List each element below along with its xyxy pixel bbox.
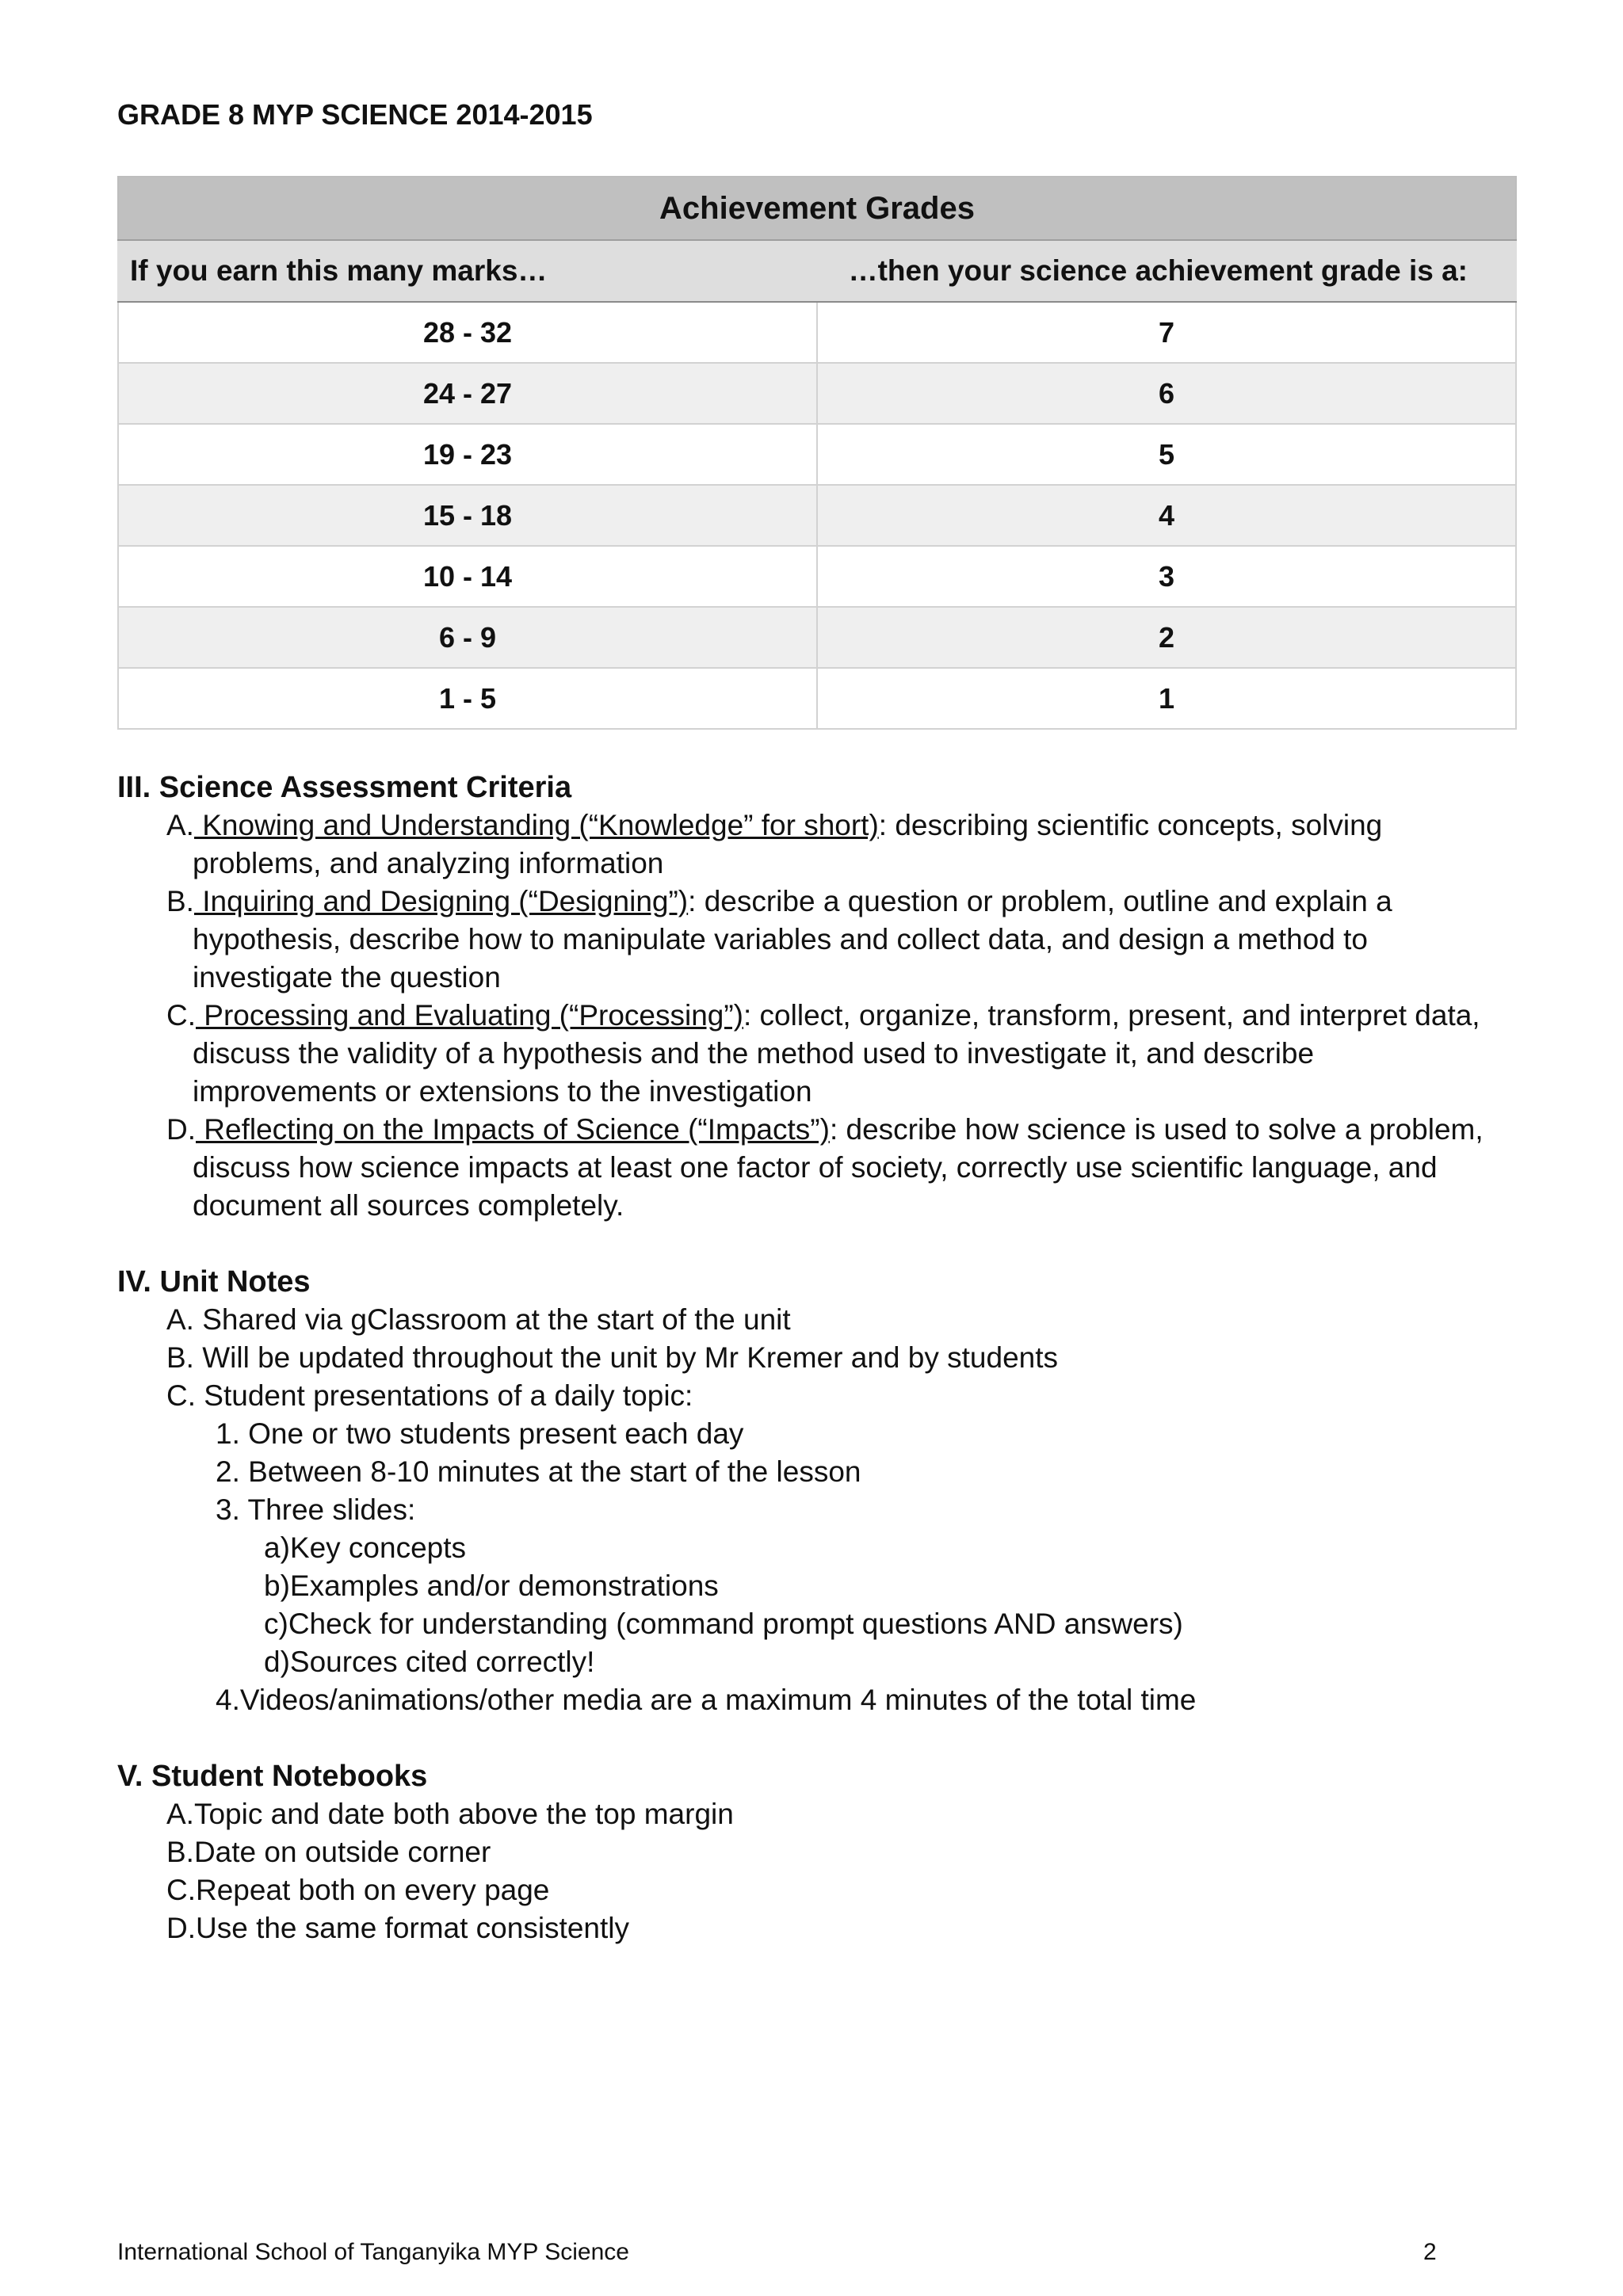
list-item: C. Student presentations of a daily topic: [166,1379,693,1412]
criterion-a-title: Knowing and Understanding (“Knowledge” for short) [193,809,879,841]
achievement-grades-table [117,176,1517,730]
grade-cell: 2 [817,607,1516,668]
marks-cell: 15 - 18 [118,485,817,546]
table-title: Achievement Grades [118,177,1516,240]
list-item: 2. Between 8-10 minutes at the start of the lesson [216,1455,861,1488]
column-header-marks: If you earn this many marks… [118,240,817,302]
list-item: d)Sources cited correctly! [264,1646,595,1678]
list-item: C.Repeat both on every page [166,1874,550,1906]
criterion-c-line-3: improvements or extensions to the investigation [193,1075,812,1108]
page-number: 2 [1423,2239,1437,2265]
grade-cell: 7 [817,302,1516,363]
criterion-b-line-2: hypothesis, describe how to manipulate variables and collect data, and design a method to [193,923,1368,955]
grade-cell: 4 [817,485,1516,546]
list-marker: B. [166,885,194,917]
criterion-b-line-1 [166,883,1392,921]
table-header-row [118,240,1516,302]
list-item: D.Use the same format consistently [166,1912,629,1944]
table-title-row [118,177,1516,240]
column-header-grade: …then your science achievement grade is a: [817,240,1516,302]
marks-cell: 6 - 9 [118,607,817,668]
criterion-d-line-1 [166,1111,1484,1149]
grade-cell: 6 [817,363,1516,424]
section-heading: V. Student Notebooks [117,1760,428,1793]
list-marker: C. [166,999,196,1032]
table-row [118,607,1516,668]
marks-cell: 10 - 14 [118,546,817,607]
grade-cell: 3 [817,546,1516,607]
list-marker: D. [166,1113,196,1146]
criterion-b-text: : describe a question or problem, outline and explain a [688,885,1392,917]
criterion-a-line-1 [166,807,1382,845]
grade-cell: 5 [817,424,1516,485]
table-row [118,485,1516,546]
table-row [118,668,1516,729]
list-item: A. Shared via gClassroom at the start of the unit [166,1303,791,1336]
table-row [118,424,1516,485]
section-heading: III. Science Assessment Criteria [117,771,572,804]
marks-cell: 19 - 23 [118,424,817,485]
criterion-c-line-1 [166,997,1480,1035]
marks-cell: 24 - 27 [118,363,817,424]
table-row [118,546,1516,607]
list-item: B. Will be updated throughout the unit by Mr Kremer and by students [166,1341,1059,1374]
grade-cell: 1 [817,668,1516,729]
table-row [118,302,1516,363]
section-heading: IV. Unit Notes [117,1265,311,1299]
marks-cell: 1 - 5 [118,668,817,729]
list-item: 4.Videos/animations/other media are a maximum 4 minutes of the total time [216,1684,1197,1716]
criterion-c-line-2: discuss the validity of a hypothesis and the method used to investigate it, and describe [193,1037,1315,1070]
footer-school-name: International School of Tanganyika MYP Science [117,2239,629,2265]
criterion-a-text: : describing scientific concepts, solving [878,809,1383,841]
list-item: B.Date on outside corner [166,1836,491,1868]
list-item: b)Examples and/or demonstrations [264,1569,719,1602]
list-item: a)Key concepts [264,1531,467,1564]
criterion-d-line-2: discuss how science impacts at least one factor of society, correctly use scientific language, and [193,1151,1438,1184]
criterion-c-text: : collect, organize, transform, present, and interpret data, [743,999,1480,1032]
criterion-b-line-3: investigate the question [193,961,501,994]
criterion-b-title: Inquiring and Designing (“Designing”) [193,885,689,917]
marks-cell: 28 - 32 [118,302,817,363]
criterion-d-text: : describe how science is used to solve a problem, [829,1113,1484,1146]
list-item: A.Topic and date both above the top margin [166,1798,734,1830]
table-row [118,363,1516,424]
list-item: c)Check for understanding (command prompt questions AND answers) [264,1608,1183,1640]
list-marker: A. [166,809,194,841]
criterion-d-title: Reflecting on the Impacts of Science (“Impacts”) [196,1113,830,1146]
list-item: 3. Three slides: [216,1493,416,1526]
criterion-d-line-3: document all sources completely. [193,1189,624,1222]
criterion-c-title: Processing and Evaluating (“Processing”) [196,999,743,1032]
criterion-a-line-2: problems, and analyzing information [193,847,664,879]
document-title: GRADE 8 MYP SCIENCE 2014-2015 [117,98,593,131]
list-item: 1. One or two students present each day [216,1417,744,1450]
